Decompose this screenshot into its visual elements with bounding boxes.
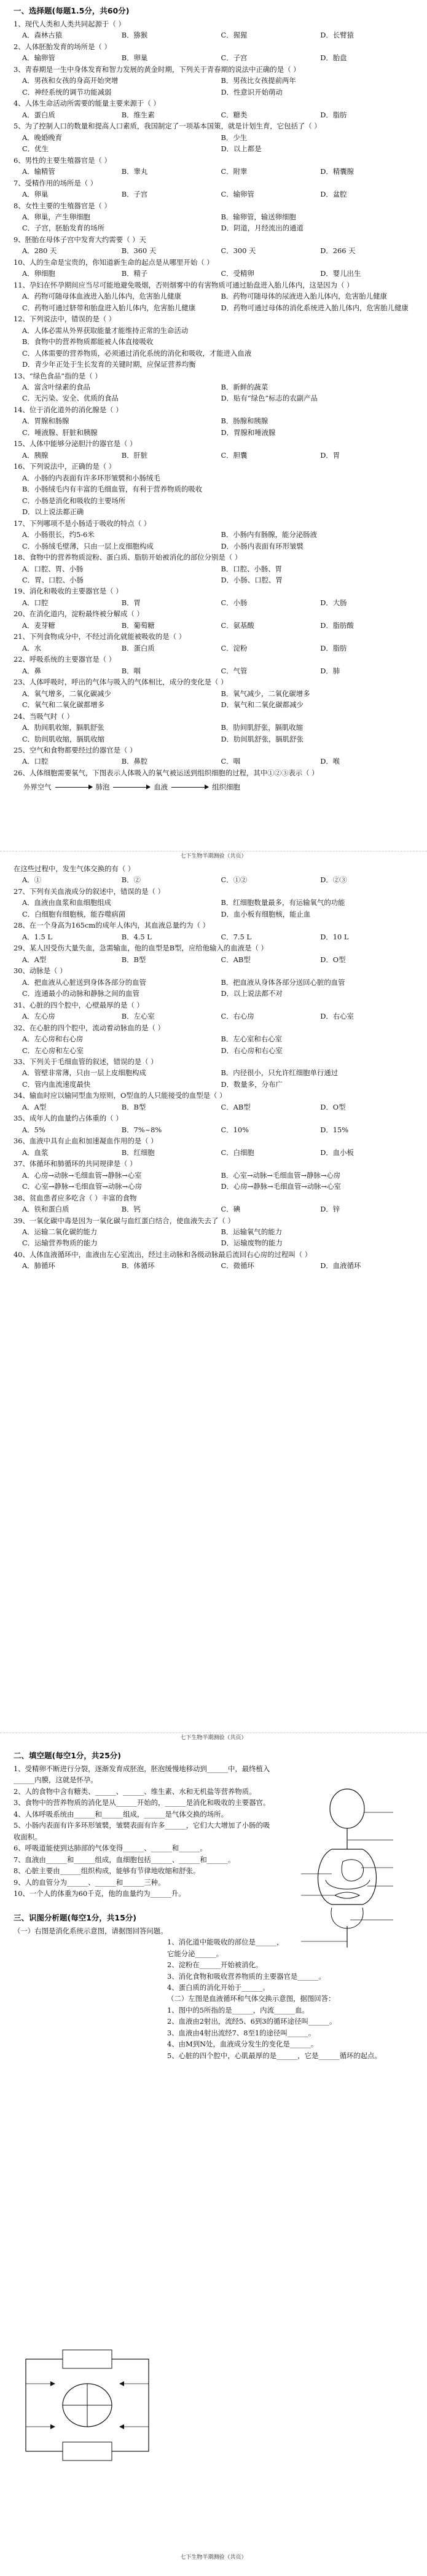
question-option: A．胃腺和肠腺 xyxy=(22,417,69,426)
digestive-system-figure xyxy=(289,1788,405,1972)
question-option: D．锌 xyxy=(320,1205,340,1214)
question-option: D．O型 xyxy=(320,955,346,964)
question-option: C．右心房 xyxy=(221,1012,254,1021)
question-stem: 6、男性的主要生殖器官是（ ） xyxy=(14,155,111,165)
answer-line: 2、淀粉在______开始被消化。 xyxy=(167,1960,263,1970)
question-option: A．卵细胞 xyxy=(22,269,55,278)
flow-node-blood: 血液 xyxy=(154,783,168,792)
question-option: D．以上说法都不对 xyxy=(221,989,283,998)
question-option: A．胰腺 xyxy=(22,450,49,460)
part3-intro: （一）右图是消化系统示意图，请据图回答问题。 xyxy=(14,1926,168,1935)
answer-line: 1、图中的5所指的是______，内流______血。 xyxy=(167,2005,309,2014)
question-option: B．氧气减少，二氧化碳增多 xyxy=(221,689,310,698)
question-stem: 9、胚胎在母体子宫中发育大约需要（ ）天 xyxy=(14,235,146,244)
question-option: A．鼻 xyxy=(22,666,42,675)
question-option: A．小肠的内表面有许多环形皱襞和小肠绒毛 xyxy=(22,473,160,482)
question-option: C．AB型 xyxy=(221,1102,251,1111)
question-option: B．维生素 xyxy=(121,110,155,119)
question-options xyxy=(22,1067,416,1090)
question-option: D．肋间肌舒张，膈肌舒张 xyxy=(221,734,304,743)
question-options xyxy=(22,472,416,518)
question-stem: 35、成年人的血量约占体重的（ ） xyxy=(14,1114,123,1123)
question-option: C．子宫，胚胎发育的场所 xyxy=(22,224,105,233)
question-option: C．糖类 xyxy=(221,110,248,119)
question-stem: 24、当吸气时（ ） xyxy=(14,711,74,721)
question-option: D．大肠 xyxy=(320,598,347,607)
section-title-part3: 三、识图分析题(每空1分，共15分) xyxy=(14,1912,137,1922)
question-stem: 14、位于消化道外的消化腺是（ ） xyxy=(14,405,123,414)
flow-node-alveoli: 肺泡 xyxy=(95,783,110,792)
question-option: A．氧气增多，二氧化碳减少 xyxy=(22,689,111,698)
question-option: C．胆囊 xyxy=(221,450,248,460)
question-options xyxy=(22,874,416,885)
question-option: B．子宫 xyxy=(121,190,148,199)
question-option: C．运输营养物质的能力 xyxy=(22,1239,98,1248)
question-options xyxy=(22,166,416,177)
question-option: B．咽 xyxy=(121,666,141,675)
question-list-part1 xyxy=(14,18,416,778)
question-option: A．输精管 xyxy=(22,167,55,176)
answer-line: 3、血液由4射出流经7、8至1的途径叫______。 xyxy=(167,2028,316,2037)
question-option: A．A型 xyxy=(22,1102,47,1111)
question-option: D．小肠内表面有环形皱襞 xyxy=(221,541,304,550)
question-options xyxy=(22,688,416,711)
question-option: A．富含叶绿素的食品 xyxy=(22,383,90,391)
question-option: C．小肠绒毛壁薄，只由一层上皮细胞构成 xyxy=(22,541,154,550)
question-options xyxy=(22,931,416,942)
question-option: B．食物中的营养物质都能被人体直接吸收 xyxy=(22,337,154,346)
question-options xyxy=(22,291,416,313)
question-stem: 23、人体呼吸时，呼出的气体与吸入的气体相比，成分的变化是（ ） xyxy=(14,678,228,687)
question-options xyxy=(22,245,416,256)
question-options xyxy=(22,450,416,461)
question-option: C．优生 xyxy=(22,144,49,154)
question-option: A．铁和蛋白质 xyxy=(22,1205,69,1214)
page-footer-3 xyxy=(0,2553,427,2562)
question-option: C．300 天 xyxy=(221,246,256,256)
question-option: A．肋间肌收缩，膈肌舒张 xyxy=(22,723,104,732)
question-option: C．气管 xyxy=(221,666,248,675)
answer-line: 2、人的食物中含有糖类、______、______、维生素、水和无机盐等营养物质。 xyxy=(14,1787,256,1796)
question-option: B．B型 xyxy=(121,1102,146,1111)
question-option: A．血浆 xyxy=(22,1148,49,1157)
question-stem: 20、在消化道内，淀粉最终被分解成（ ） xyxy=(14,609,144,619)
question-option: A．运输二氧化碳的能力 xyxy=(22,1227,98,1236)
question-option: C．连通最小的动脉和静脉之间的血管 xyxy=(22,989,139,998)
question-option: C．猩猩 xyxy=(221,31,248,40)
question-option: A．口腔 xyxy=(22,598,49,607)
question-stem: 16、下列说法中，正确的是（ ） xyxy=(14,462,116,471)
question-option: C．受精卵 xyxy=(221,269,254,278)
question-option: C．肋间肌收缩，膈肌收缩 xyxy=(22,734,105,743)
question-stem: 33、下列关于毛细血管的叙述，错误的是（ ） xyxy=(14,1057,158,1066)
question-options xyxy=(22,620,416,631)
question-option: D．10 L xyxy=(320,932,349,941)
question-stem: 21、下列食物成分中，不经过消化就能被吸收的是（ ） xyxy=(14,632,186,641)
question-option: A．把血液从心脏送到身体各部分的血管 xyxy=(22,977,146,987)
question-option: C．咽 xyxy=(221,757,240,766)
gas-transport-flow xyxy=(23,782,416,792)
question-option: A．肺循环 xyxy=(22,1261,55,1270)
question-option: B．精子 xyxy=(121,269,148,278)
answer-line: 5、心脏的四个腔中，心肌最厚的是______，它是______循环的起点。 xyxy=(167,2051,382,2060)
answer-line: 2、血液由2射出，流经5、6到3的循环途径叫______。 xyxy=(167,2017,337,2026)
question-option: D．脂肪 xyxy=(320,643,347,652)
question-option: B．360 天 xyxy=(121,246,157,256)
question-option: B．内径很小，只允许红细胞单行通过 xyxy=(221,1068,339,1078)
question-option: D．O型 xyxy=(320,1102,346,1111)
question-option: B．肠腺和胰腺 xyxy=(221,417,268,426)
question-stem: 12、下列说法中，错误的是（ ） xyxy=(14,315,116,324)
question-option: C．人体需要的营养物质，必须通过消化系统的消化和吸收，才能进入血液 xyxy=(22,348,252,358)
fill-in-list xyxy=(14,1763,272,1900)
question-option: A．麦芽糖 xyxy=(22,621,55,630)
question-option: D．药物可通过母体的消化系统进入胎儿体内，危害胎儿健康 xyxy=(221,303,409,312)
question-option: C．输卵管 xyxy=(221,190,254,199)
question-option: C．胃、口腔、小肠 xyxy=(22,575,84,584)
question-option: B．红细胞 xyxy=(121,1148,155,1157)
question-option: D．小肠、口腔、胃 xyxy=(221,575,283,584)
question-stem: 39、一氧化碳中毒是因为一氧化碳与血红蛋白结合，使血液失去了（ ） xyxy=(14,1216,235,1225)
question-option: A．卵巢 xyxy=(22,190,49,199)
question-options xyxy=(22,1170,416,1192)
question-option: C．7.5 L xyxy=(221,932,251,941)
question-options xyxy=(22,563,416,586)
section-title-part2: 二、填空题(每空1分，共25分) xyxy=(14,1751,122,1760)
question-options xyxy=(22,1226,416,1249)
question-list-part1b xyxy=(14,863,416,1272)
question-option: A．左心房 xyxy=(22,1012,55,1021)
answer-line: 9、人的血管分为______、______和______三种。 xyxy=(14,1877,165,1887)
footer-text: 七下生物半期测验（共页） xyxy=(180,853,247,859)
question-stem: 10、人的生命是宝贵的，你知道新生命的起点是从哪里开始（ ） xyxy=(14,257,214,267)
page-1 xyxy=(0,0,427,848)
question-option: B．新鲜的蔬菜 xyxy=(221,383,268,391)
question-options xyxy=(22,189,416,200)
question-option: B．蛋白质 xyxy=(121,643,155,652)
question-option: C．微循环 xyxy=(221,1261,254,1270)
part2 xyxy=(0,1750,427,2061)
question-options xyxy=(22,415,416,438)
section-title-part1: 一、选择题(每题1.5分，共60分) xyxy=(14,6,130,15)
question-option: C．白细胞有细胞核，能吞噬病菌 xyxy=(22,909,126,918)
part1b xyxy=(0,863,427,1272)
question-options xyxy=(22,977,416,1000)
question-stem: 1、现代人类和人类共同起源于（ ） xyxy=(14,20,125,28)
question-option: A．口腔、胃、小肠 xyxy=(22,564,84,573)
question-option: B．运输氧气的能力 xyxy=(221,1227,282,1236)
question-option: B．卵巢 xyxy=(121,53,148,63)
question-option: D．②③ xyxy=(320,875,347,885)
question-option: D．贴有“绿色”标志的农副产品 xyxy=(221,394,318,403)
question-stem: 40、人体血液循环中，血液由左心室流出，经过主动脉和各级动脉最后流回右心房的过程叫（ ） xyxy=(14,1250,312,1259)
question-stem: 27、下列有关血液成分的叙述中，错误的是（ ） xyxy=(14,887,165,896)
question-option: B．心室→动脉→毛细血管→静脉→心房 xyxy=(221,1170,341,1180)
question-options xyxy=(22,268,416,279)
question-option: C．氨基酸 xyxy=(221,621,254,630)
question-option: B．② xyxy=(121,875,141,885)
answer-line: 6、呼吸道能使到达肺部的气体变得______、______和______。 xyxy=(14,1844,207,1853)
question-stem: 4、人体生命活动所需要的能量主要来源于（ ） xyxy=(14,99,160,108)
question-options xyxy=(22,382,416,404)
question-options xyxy=(22,665,416,676)
question-option: B．把血液从身体各部分送回心脏的血管 xyxy=(221,977,345,987)
answer-line: 8、心脏主要由______组织构成，能够有节律地收缩和舒张。 xyxy=(14,1866,200,1876)
question-option: A．A型 xyxy=(22,955,47,964)
question-option: D．胃腺和唾液腺 xyxy=(221,428,276,437)
question-option: B．睾丸 xyxy=(121,167,148,176)
question-option: B．口腔、小肠、胃 xyxy=(221,564,282,573)
question-stem: 38、贫血患者应多吃含（ ）丰富的食物 xyxy=(14,1193,137,1202)
question-option: B．葡萄糖 xyxy=(121,621,155,630)
question-option: C．白细胞 xyxy=(221,1148,254,1157)
question-option: D．性意识开始萌动 xyxy=(221,87,283,96)
footer-text-3: 七下生物半期测验（共页） xyxy=(180,2554,247,2561)
question-stem: 3、青春期是一生中身体发育和智力发展的黄金时期，下列关于青春期的说法中正确的是（ ） xyxy=(14,65,300,74)
question-stem: 2、人体胚胎发育的场所是（ ） xyxy=(14,42,111,51)
question-option: C．附睾 xyxy=(221,167,248,176)
question-option: B．体循环 xyxy=(121,1261,155,1270)
question-stem: 5、为了控制人口的数量和提高人口素质，我国制定了一项基本国策，就是计划生育，它包括了（ ） xyxy=(14,122,321,131)
question-stem: 19、消化和吸收的主要器官是（ ） xyxy=(14,587,123,596)
question-option: A．血液由血浆和血细胞组成 xyxy=(22,898,111,907)
question-option: B．药物可随母体的尿液进入胎儿体内，危害胎儿健康 xyxy=(221,292,387,301)
question-option: C．淀粉 xyxy=(221,643,248,652)
question-option: D．15% xyxy=(320,1125,349,1134)
question-option: D．血小板有细胞核，能止血 xyxy=(221,909,311,918)
question-options xyxy=(22,75,416,98)
question-stem: 17、下列哪项不是小肠适于吸收的特点（ ） xyxy=(14,519,151,528)
question-option: D．运输废物的能力 xyxy=(221,1239,283,1248)
question-option: A．① xyxy=(22,875,42,885)
question-stem: 7、受精作用的场所是（ ） xyxy=(14,178,98,187)
question-options xyxy=(22,29,416,41)
question-option: D．喉 xyxy=(320,757,340,766)
question-option: D．婴儿出生 xyxy=(320,269,361,278)
question-option: A．药物可随母体血液进入胎儿体内，危害胎儿健康 xyxy=(22,292,181,301)
question-stem: 15、人体中能够分泌胆汁的器官是（ ） xyxy=(14,439,137,448)
question-option: C．AB型 xyxy=(221,955,251,964)
question-option: D．266 天 xyxy=(320,246,356,256)
answer-line: 4、蛋白质的消化开始于______。 xyxy=(167,1983,270,1992)
question-option: C．无污染、安全、优质的食品 xyxy=(22,394,119,403)
question-option: B．小肠绒毛内有丰富的毛细血管，有利于营养物质的吸收 xyxy=(22,485,203,494)
question-stem: 37、体循环和肺循环的共同规律是（ ） xyxy=(14,1159,137,1169)
question-stem: 在这些过程中，发生气体交换的有（ ） xyxy=(14,864,135,873)
question-option: A．人体必需从外界获取能量才能维持正常的生命活动 xyxy=(22,326,189,335)
question-options xyxy=(22,1124,416,1135)
question-option: B．猕猴 xyxy=(121,31,148,40)
question-options xyxy=(22,597,416,608)
question-stem: 11、孕妇在怀孕期间应当尽可能地避免吸烟，否则烟雾中的有害物质可通过胎盘进入胎儿体内，这是因为（ ） xyxy=(14,280,354,289)
answer-line: 5、小肠内表面有许多环形皱襞，皱襞表面有许多______，它们大大增加了小肠的吸收面积。 xyxy=(14,1821,270,1841)
question-option: B．4.5 L xyxy=(121,932,152,941)
question-option: B．输卵管，输送卵细胞 xyxy=(221,212,296,221)
question-option: B．7%~8% xyxy=(121,1125,162,1134)
question-options xyxy=(22,211,416,234)
question-option: D．右心室 xyxy=(320,1012,354,1021)
question-option: D．脂肪 xyxy=(320,110,347,119)
question-option: C．神经系统的调节功能减弱 xyxy=(22,87,112,96)
question-option: D．肺 xyxy=(320,666,340,675)
flow-arrow-3 xyxy=(171,787,208,788)
question-option: C．碘 xyxy=(221,1205,240,1214)
question-stem: 36、血液中具有止血和加速凝血作用的是（ ） xyxy=(14,1137,158,1146)
question-option: D．胃 xyxy=(320,450,340,460)
answer-line: 3、消化食物和吸收营养物质的主要器官是______。 xyxy=(167,1971,326,1981)
question-option: A．卵巢，产生卵细胞 xyxy=(22,212,90,221)
question-option: C．唾液腺、肝脏和胰腺 xyxy=(22,428,98,437)
answer-line: 4、人体呼吸系统由______和______组成，______是气体交换的场所。 xyxy=(14,1809,228,1818)
answer-line: 1、消化道中能吸收的部位是______， xyxy=(167,1938,284,1947)
answer-line: 它能分泌______。 xyxy=(167,1949,224,1958)
question-options xyxy=(22,109,416,120)
question-option: D．长臂猿 xyxy=(320,31,354,40)
question-options xyxy=(22,1260,416,1271)
answer-line: 10、一个人的体重为60千克，他的血量约为______升。 xyxy=(14,1889,186,1898)
circulation-figure xyxy=(14,2347,161,2464)
answer-line: 4、由M到N处，血液成分发生的变化是______。 xyxy=(167,2040,318,2049)
question-option: D．血小板 xyxy=(320,1148,354,1157)
question-option: D．心房→静脉→毛细血管→动脉→心室 xyxy=(221,1182,341,1191)
question-option: A．口腔 xyxy=(22,757,49,766)
question-option: D．阴道，月经流出的通道 xyxy=(221,224,304,233)
question-option: A．晚婚晚育 xyxy=(22,133,63,142)
question-option: C．管内血流速度最快 xyxy=(22,1079,91,1089)
question-stem: 8、女性主要的生殖器官是（ ） xyxy=(14,201,111,210)
question-option: A．森林古猿 xyxy=(22,31,63,40)
question-option: C．药物可通过脐带和胎盘进入胎儿体内，危害胎儿健康 xyxy=(22,303,196,312)
question-options xyxy=(22,1204,416,1215)
flow-node-cells: 组织细胞 xyxy=(212,783,240,792)
question-option: A．280 天 xyxy=(22,246,57,256)
question-options xyxy=(22,954,416,965)
question-options xyxy=(22,897,416,920)
question-option: B．少生 xyxy=(221,133,248,142)
question-stem: 30、动脉是（ ） xyxy=(14,966,67,976)
flow-arrow-1 xyxy=(55,787,92,788)
question-option: A．5% xyxy=(22,1125,45,1134)
question-option: D．胎盘 xyxy=(320,53,347,63)
question-stem: 26、人体细胞需要氧气，下图表示人体吸入的氧气被运送到组织细胞的过程，其中①②③表示（ ） xyxy=(14,768,319,777)
question-option: A．水 xyxy=(22,643,42,652)
question-options xyxy=(22,529,416,552)
question-option: B．肝脏 xyxy=(121,450,148,460)
question-option: B．钙 xyxy=(121,1205,141,1214)
question-option: A．输卵管 xyxy=(22,53,55,63)
answer-line: 1、受精卵不断进行分裂，逐渐发育成胚泡，胚泡缓慢地移动到______中，最终植入______内膜，这就是怀孕。 xyxy=(14,1764,270,1785)
question-option: B．肋间肌舒张，膈肌收缩 xyxy=(221,723,304,732)
question-option: D．青少年正处于生长发育的关键时期，应保证营养均衡 xyxy=(22,360,196,369)
question-option: A．心房→动脉→毛细血管→静脉→心室 xyxy=(22,1170,142,1180)
question-option: D．氧气和二氧化碳都减少 xyxy=(221,700,304,710)
question-option: B．胃 xyxy=(121,598,141,607)
page-2 xyxy=(0,863,427,1736)
question-option: D．右心房和右心室 xyxy=(221,1046,283,1055)
part1 xyxy=(0,5,427,792)
question-options xyxy=(22,132,416,155)
question-stem: 31、心脏的四个腔中，心壁最厚的是（ ） xyxy=(14,1000,144,1009)
flow-arrow-2 xyxy=(113,787,150,788)
question-stem: 28、在一个身高为165cm的成年人体内，其血液总量约为（ ） xyxy=(14,921,210,930)
question-stem: 13、“绿色食品”指的是（ ） xyxy=(14,371,102,380)
question-option: D．血液循环 xyxy=(320,1261,361,1270)
question-options xyxy=(22,1147,416,1158)
question-option: C．子宫 xyxy=(221,53,248,63)
question-options xyxy=(22,52,416,63)
footer-text-2: 七下生物半期测验（共页） xyxy=(180,1735,247,1741)
question-option: A．蛋白质 xyxy=(22,110,55,119)
question-option: C．氧气和二氧化碳都增多 xyxy=(22,700,105,710)
answer-line: 3、食物中的营养物质的消化是从______开始的，______是消化和吸收的主要器官。 xyxy=(14,1798,270,1807)
question-options xyxy=(22,722,416,745)
page-footer-2 xyxy=(0,1732,427,1743)
question-options xyxy=(22,1102,416,1113)
answer-line: 7、血液由______和______组成，血细胞包括______、______和______。 xyxy=(14,1855,235,1864)
question-option: C．①② xyxy=(221,875,248,885)
question-options xyxy=(22,325,416,370)
question-option: A．男孩和女孩的身高开始突增 xyxy=(22,76,119,85)
question-options xyxy=(22,1011,416,1022)
question-stem: 18、食物中的营养物质淀粉、蛋白质、脂肪开始被消化的部位分别是（ ） xyxy=(14,553,242,562)
question-stem: 22、呼吸系统的主要器官是（ ） xyxy=(14,655,116,664)
question-option: D．精囊腺 xyxy=(320,167,354,176)
question-option: C．左心房和左心室 xyxy=(22,1046,84,1055)
question-stem: 32、在心脏的四个腔中，流动着动脉血的是（ ） xyxy=(14,1023,165,1032)
question-option: D．以上说法都正确 xyxy=(22,507,84,517)
question-option: A．1.5 L xyxy=(22,932,52,941)
question-option: D．数量多，分布广 xyxy=(221,1079,283,1089)
question-option: B．左心室和右心室 xyxy=(221,1035,282,1044)
question-option: B．男孩比女孩提前两年 xyxy=(221,76,296,85)
question-options xyxy=(22,1033,416,1056)
question-option: B．B型 xyxy=(121,955,146,964)
question-option: A．管壁非常薄，只由一层上皮细胞构成 xyxy=(22,1068,146,1078)
question-option: D．盆腔 xyxy=(320,190,347,199)
question-option: C．心室→静脉→毛细血管→动脉→心房 xyxy=(22,1182,142,1191)
question-stem: 29、某人因受伤大量失血，急需输血，他的血型是B型，应给他输入的血液是（ ） xyxy=(14,944,268,953)
question-stem: 34、输血时应以输同型血为原则，O型血的人只能接受的血型是（ ） xyxy=(14,1091,227,1100)
question-option: C．小肠是消化和吸收的主要场所 xyxy=(22,496,126,505)
question-options xyxy=(22,756,416,767)
question-options xyxy=(22,643,416,654)
page-footer-1 xyxy=(0,851,427,861)
question-option: C．小肠 xyxy=(221,598,248,607)
question-option: B．红细胞数量最多，有运输氧气的功能 xyxy=(221,898,345,907)
question-option: B．小肠内有肠腺，能分泌肠液 xyxy=(221,530,317,539)
question-option: B．鼻腔 xyxy=(121,757,148,766)
question-option: A．左心房和右心房 xyxy=(22,1035,84,1044)
page-3 xyxy=(0,1745,427,2543)
question-option: B．左心室 xyxy=(121,1012,155,1021)
question-option: D．以上都是 xyxy=(221,144,262,154)
question-option: D．脂肪酸 xyxy=(320,621,354,630)
answer-line: （二）左图是血液循环和气体交换示意图，据图回答： xyxy=(167,1994,335,2003)
flow-node-air: 外界空气 xyxy=(23,783,52,792)
question-option: A．小肠很长，约5-6米 xyxy=(22,530,95,539)
question-stem: 25、空气和食物都要经过的器官是（ ） xyxy=(14,746,137,754)
question-option: C．10% xyxy=(221,1125,249,1134)
